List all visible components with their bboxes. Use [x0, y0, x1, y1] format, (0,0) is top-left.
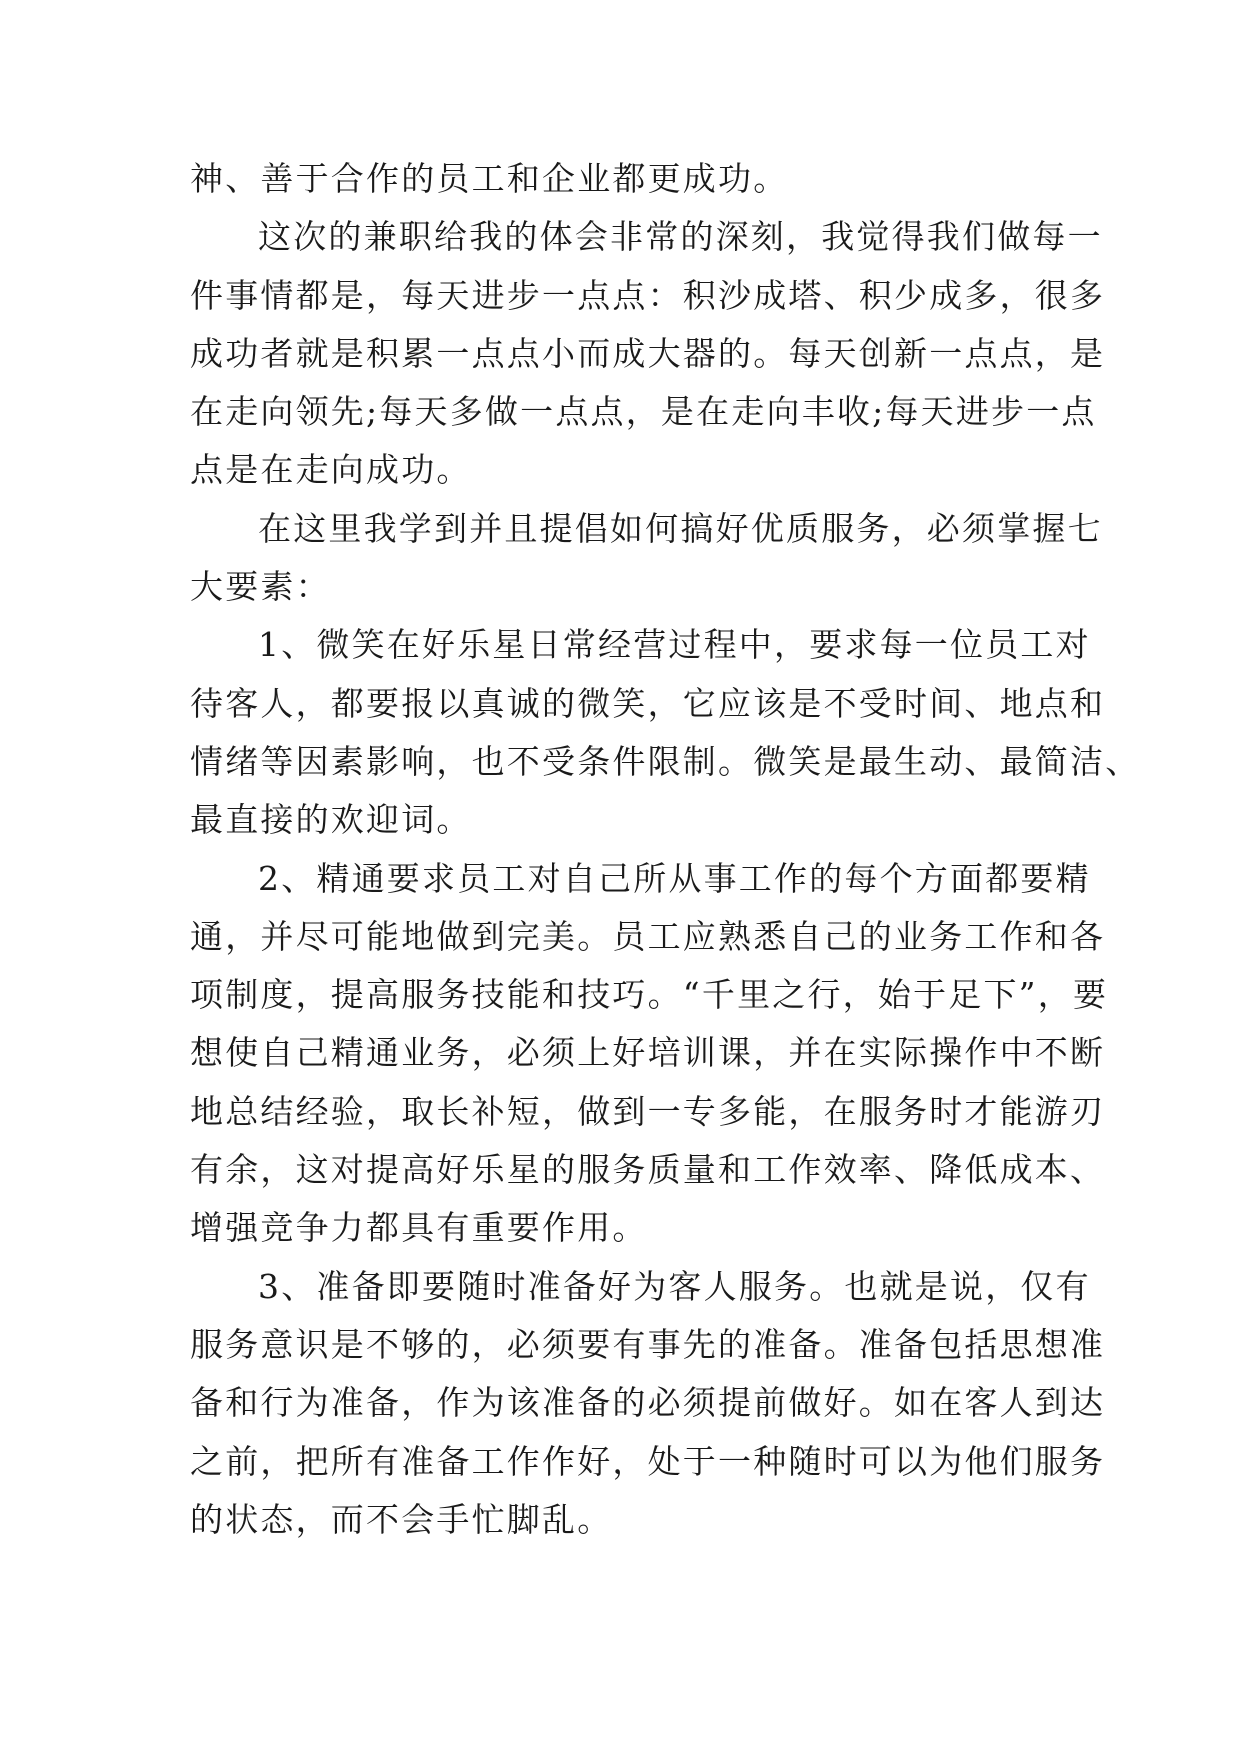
- paragraph-start-line: 在这里我学到并且提倡如何搞好优质服务，必须掌握七: [258, 508, 1103, 548]
- text-line: 点是在走向成功。: [190, 450, 472, 490]
- text-line: 待客人，都要报以真诚的微笑，它应该是不受时间、地点和: [190, 683, 1106, 723]
- text-line: 想使自己精通业务，必须上好培训课，并在实际操作中不断: [190, 1033, 1106, 1073]
- text-line: 神、善于合作的员工和企业都更成功。: [190, 159, 789, 198]
- text-line: 通，并尽可能地做到完美。员工应熟悉自己的业务工作和各: [190, 916, 1106, 956]
- text-line: 成功者就是积累一点点小而成大器的。每天创新一点点，是: [190, 333, 1106, 373]
- text-line: 项制度，提高服务技能和技巧。“千里之行，始于足下”，要: [190, 975, 1109, 1015]
- text-line: 备和行为准备，作为该准备的必须提前做好。如在客人到达: [190, 1383, 1106, 1423]
- paragraph-start-line: 1、微笑在好乐星日常经营过程中，要求每一位员工对: [258, 625, 1091, 665]
- text-line: 增强竞争力都具有重要作用。: [190, 1208, 648, 1248]
- body-text: [190, 150, 1141, 1549]
- text-line: 情绪等因素影响，也不受条件限制。微笑是最生动、最简洁、: [190, 741, 1141, 781]
- text-line: 地总结经验，取长补短，做到一专多能，在服务时才能游刃: [190, 1091, 1106, 1131]
- paragraph-start-line: 2、精通要求员工对自己所从事工作的每个方面都要精: [258, 858, 1091, 898]
- text-line: 在走向领先;每天多做一点点，是在走向丰收;每天进步一点: [190, 392, 1097, 432]
- text-line: 件事情都是，每天进步一点点：积沙成塔、积少成多，很多: [190, 275, 1106, 315]
- text-line: 的状态，而不会手忙脚乱。: [190, 1499, 613, 1539]
- text-line: 有余，这对提高好乐星的服务质量和工作效率、降低成本、: [190, 1150, 1106, 1190]
- text-line: 最直接的欢迎词。: [190, 800, 472, 840]
- text-line: 服务意识是不够的，必须要有事先的准备。准备包括思想准: [190, 1324, 1106, 1364]
- text-line: 之前，把所有准备工作作好，处于一种随时可以为他们服务: [190, 1441, 1106, 1481]
- paragraph-start-line: 这次的兼职给我的体会非常的深刻，我觉得我们做每一: [258, 217, 1103, 257]
- paragraph-start-line: 3、准备即要随时准备好为客人服务。也就是说，仅有: [258, 1266, 1091, 1306]
- text-line: 大要素：: [190, 567, 331, 607]
